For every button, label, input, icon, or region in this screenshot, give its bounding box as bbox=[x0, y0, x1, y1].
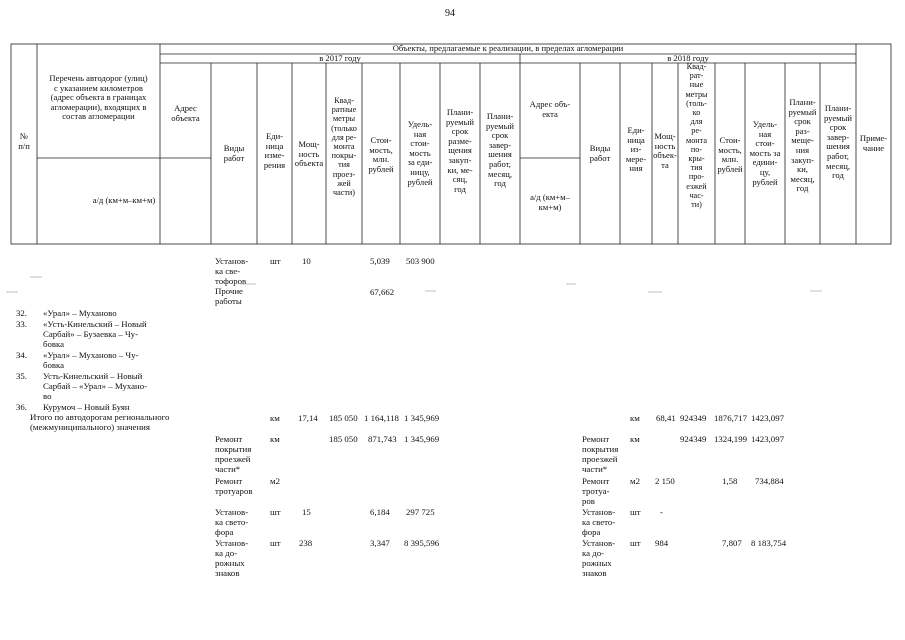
detail-4-cost-2017: 3,347 bbox=[370, 538, 390, 548]
y17-placement-header: Плани- руемый срок разме- щения закуп- ки, ме- сяц, год bbox=[446, 107, 474, 194]
y17-completion-header: Плани- руемый срок завер- шения работ, месяц, год bbox=[486, 111, 514, 189]
detail-2-unit-2017: м2 bbox=[270, 476, 280, 486]
traffic-lights-capacity: 10 bbox=[302, 256, 311, 266]
detail-2-unit-2018: м2 bbox=[630, 476, 640, 486]
year-2017-header: в 2017 году bbox=[319, 53, 361, 63]
total-y18-unit-cost: 1423,097 bbox=[751, 413, 784, 423]
detail-4-work-2017: Установ- ка до- рожных знаков bbox=[215, 538, 249, 578]
y18-sqm-header: Квад- рат- ные метры (толь- ко для ре- монта по- кры- тия про- езжей час- ти) bbox=[685, 62, 708, 210]
detail-2-cost-2018: 1,58 bbox=[722, 476, 738, 486]
road-36-number: 36. bbox=[16, 402, 27, 412]
y17-unit-cost-header: Удель- ная стои- мость за еди- ницу, рублей bbox=[407, 119, 433, 187]
detail-1-cost-2018: 1324,199 bbox=[714, 434, 747, 444]
traffic-lights-unit: шт bbox=[270, 256, 281, 266]
other-works-cost: 67,662 bbox=[370, 287, 395, 297]
detail-1-cost-2017: 871,743 bbox=[368, 434, 397, 444]
detail-4-capacity-2018: 984 bbox=[655, 538, 669, 548]
detail-4-capacity-2017: 238 bbox=[299, 538, 313, 548]
detail-4-unit-cost-2018: 8 183,754 bbox=[751, 538, 787, 548]
total-y17-sqm: 185 050 bbox=[329, 413, 358, 423]
road-35-name: Усть-Кинельский – Новый Сарбай – «Урал» – Мухано- во bbox=[43, 371, 148, 401]
y17-unit-header: Еди- ница изме- рения bbox=[263, 131, 286, 170]
y18-address-header: Адрес объ- екта bbox=[529, 99, 571, 119]
year-2018-header: в 2018 году bbox=[667, 53, 709, 63]
total-y17-cost: 1 164,118 bbox=[364, 413, 399, 423]
traffic-lights-cost: 5,039 bbox=[370, 256, 390, 266]
road-34-number: 34. bbox=[16, 350, 27, 360]
detail-4-unit-cost-2017: 8 395,596 bbox=[404, 538, 440, 548]
traffic-lights-unit-cost: 503 900 bbox=[406, 256, 435, 266]
detail-2-capacity-2018: 2 150 bbox=[655, 476, 675, 486]
detail-4-unit-2017: шт bbox=[270, 538, 281, 548]
detail-3-unit-2018: шт bbox=[630, 507, 641, 517]
road-34-name: «Урал» – Муханово – Чу- бовка bbox=[43, 350, 139, 370]
y18-address-subheader: а/д (км+м– км+м) bbox=[530, 192, 570, 212]
total-label: Итого по автодорогам регионального (межмуниципального) значения bbox=[30, 412, 170, 432]
y17-cost-header: Стои- мость, млн. рублей bbox=[368, 135, 394, 174]
total-y17-unit-cost: 1 345,969 bbox=[404, 413, 440, 423]
road-32-name: «Урал» – Муханово bbox=[43, 308, 117, 318]
total-y18-capacity: 68,41 bbox=[656, 413, 676, 423]
detail-1-sqm-2017: 185 050 bbox=[329, 434, 358, 444]
traffic-lights-work: Установ- ка све- тофоров bbox=[215, 256, 249, 286]
detail-3-cost-2017: 6,184 bbox=[370, 507, 390, 517]
total-y18-cost: 1876,717 bbox=[714, 413, 747, 423]
detail-1-unit-cost-2018: 1423,097 bbox=[751, 434, 784, 444]
detail-2-work-2018: Ремонт тротуа- ров bbox=[582, 476, 610, 506]
total-y18-sqm: 924349 bbox=[680, 413, 707, 423]
detail-1-unit-2017: км bbox=[270, 434, 280, 444]
y17-sqm-header: Квад- ратные метры (только для ре- монта покры- тия проез- жей части) bbox=[331, 96, 357, 198]
detail-2-unit-cost-2018: 734,884 bbox=[755, 476, 784, 486]
total-y17-unit: км bbox=[270, 413, 280, 423]
y18-capacity-header: Мощ- ность объек- та bbox=[653, 131, 677, 170]
y18-placement-header: Плани- руемый срок раз- меще- ния закуп- ки, месяц, год bbox=[788, 97, 817, 194]
col-roads-subheader: а/д (км+м–км+м) bbox=[92, 195, 156, 205]
y17-work-types-header: Виды работ bbox=[223, 143, 245, 163]
detail-1-work-2018: Ремонт покрытия проезжей части* bbox=[582, 434, 619, 474]
y18-unit-cost-header: Удель- ная стои- мость за едини- цу, рублей bbox=[749, 119, 781, 187]
detail-4-unit-2018: шт bbox=[630, 538, 641, 548]
detail-3-capacity-2018: - bbox=[660, 507, 663, 517]
road-33-number: 33. bbox=[16, 319, 27, 329]
notes-header: Приме- чание bbox=[859, 133, 888, 153]
y18-work-types-header: Виды работ bbox=[589, 143, 611, 163]
y18-unit-header: Еди- ница из- мере- ния bbox=[625, 125, 647, 174]
road-35-number: 35. bbox=[16, 371, 27, 381]
detail-3-work-2017: Установ- ка свето- фора bbox=[215, 507, 249, 537]
detail-1-sqm-2018: 924349 bbox=[680, 434, 707, 444]
y18-completion-header: Плани- руемый срок завер- шения работ, месяц, год bbox=[824, 103, 852, 181]
detail-1-work-2017: Ремонт покрытия проезжей части* bbox=[215, 434, 252, 474]
col-roads-header: Перечень автодорог (улиц) с указанием километров (адрес объекта в границах агломерации), входящих в состав агломерации bbox=[49, 73, 148, 122]
objects-group-header: Объекты, предлагаемые к реализации, в пределах агломерации bbox=[392, 43, 624, 53]
other-works-work: Прочие работы bbox=[215, 286, 243, 306]
road-32-number: 32. bbox=[16, 308, 27, 318]
detail-3-unit-2017: шт bbox=[270, 507, 281, 517]
y17-address-header: Адрес объекта bbox=[171, 103, 200, 123]
total-y18-unit: км bbox=[630, 413, 640, 423]
road-33-name: «Усть-Кинельский – Новый Сарбай» – Бузаевка – Чу- бовка bbox=[43, 319, 147, 349]
detail-4-cost-2018: 7,807 bbox=[722, 538, 742, 548]
detail-1-unit-2018: км bbox=[630, 434, 640, 444]
total-y17-capacity: 17,14 bbox=[298, 413, 318, 423]
detail-3-capacity-2017: 15 bbox=[302, 507, 311, 517]
detail-3-work-2018: Установ- ка свето- фора bbox=[582, 507, 616, 537]
y18-cost-header: Стои- мость, млн. рублей bbox=[717, 135, 743, 174]
detail-3-unit-cost-2017: 297 725 bbox=[406, 507, 435, 517]
page-number: 94 bbox=[445, 8, 455, 19]
detail-1-unit-cost-2017: 1 345,969 bbox=[404, 434, 440, 444]
detail-2-work-2017: Ремонт тротуаров bbox=[215, 476, 253, 496]
road-36-name: Курумоч – Новый Буян bbox=[43, 402, 130, 412]
detail-4-work-2018: Установ- ка до- рожных знаков bbox=[582, 538, 616, 578]
y17-capacity-header: Мощ- ность объекта bbox=[294, 139, 324, 169]
col-number-header: № п/п bbox=[18, 131, 30, 151]
